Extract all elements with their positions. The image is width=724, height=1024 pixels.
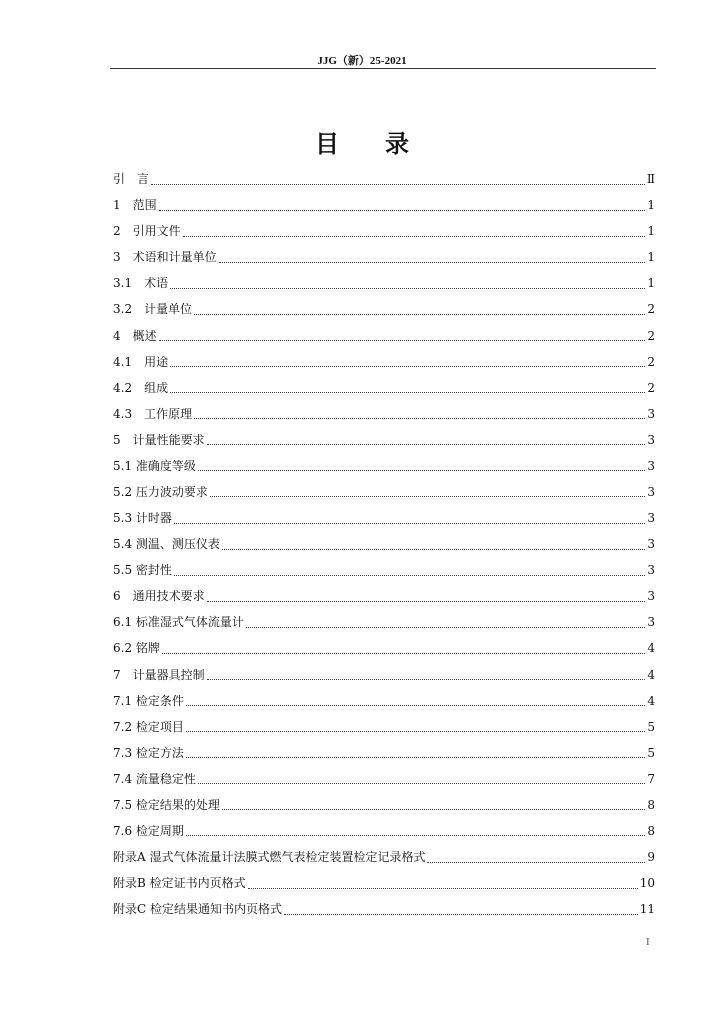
toc-entry-label: 4.2 组成	[113, 380, 169, 395]
toc-entry-page: 4	[647, 667, 655, 682]
toc-entry-page: 1	[647, 198, 655, 213]
toc-entry-page: 3	[647, 458, 655, 473]
toc-entry-label: 6 通用技术要求	[113, 589, 205, 604]
toc-entry[interactable]	[113, 714, 655, 740]
toc-entry-label: 引 言	[113, 172, 150, 187]
toc-entry-page: 10	[639, 876, 655, 891]
toc-entry-label: 7.4 流量稳定性	[113, 771, 196, 786]
toc-entry-label: 附录B 检定证书内页格式	[113, 876, 246, 891]
toc-entry-page: Ⅱ	[646, 172, 655, 187]
toc-entry-label: 5.1 准确度等级	[113, 458, 196, 473]
toc-entry[interactable]	[113, 192, 655, 218]
toc-entry-label: 4 概述	[113, 328, 157, 343]
toc-dot-leader	[198, 470, 645, 471]
toc-entry-page: 5	[647, 719, 655, 734]
toc-entry[interactable]	[113, 609, 655, 635]
toc-entry-label: 4.3 工作原理	[113, 406, 193, 421]
toc-entry-label: 4.1 用途	[113, 354, 169, 369]
toc-entry[interactable]	[113, 218, 655, 244]
toc-entry-label: 5 计量性能要求	[113, 432, 205, 447]
toc-entry[interactable]	[113, 583, 655, 609]
toc-dot-leader	[170, 366, 645, 367]
toc-dot-leader	[248, 888, 638, 889]
toc-entry[interactable]	[113, 375, 655, 401]
toc-dot-leader	[186, 705, 645, 706]
toc-dot-leader	[170, 392, 645, 393]
toc-entry[interactable]	[113, 453, 655, 479]
toc-entry[interactable]	[113, 740, 655, 766]
toc-entry-label: 5.3 计时器	[113, 511, 172, 526]
toc-entry-page: 2	[647, 302, 655, 317]
toc-entry[interactable]	[113, 427, 655, 453]
toc-entry-page: 3	[647, 406, 655, 421]
toc-dot-leader	[174, 523, 645, 524]
toc-dot-leader	[186, 757, 645, 758]
toc-entry-label: 2 引用文件	[113, 224, 181, 239]
table-of-contents	[113, 166, 655, 922]
document-header-code: JJG（新）25-2021	[317, 55, 407, 67]
toc-entry[interactable]	[113, 844, 655, 870]
toc-entry-label: 7.2 检定项目	[113, 719, 184, 734]
toc-dot-leader	[207, 444, 646, 445]
toc-dot-leader	[183, 236, 646, 237]
toc-entry[interactable]	[113, 792, 655, 818]
toc-entry[interactable]	[113, 349, 655, 375]
toc-entry-page: 3	[647, 589, 655, 604]
toc-entry-page: 1	[647, 250, 655, 265]
toc-dot-leader	[170, 288, 645, 289]
toc-entry[interactable]	[113, 557, 655, 583]
toc-entry[interactable]	[113, 870, 655, 896]
toc-entry-label: 5.5 密封性	[113, 563, 172, 578]
toc-dot-leader	[207, 601, 646, 602]
toc-entry-label: 附录A 湿式气体流量计法膜式燃气表检定装置检定记录格式	[113, 850, 426, 865]
toc-entry[interactable]	[113, 244, 655, 270]
toc-entry-page: 3	[647, 484, 655, 499]
toc-dot-leader	[162, 653, 645, 654]
toc-entry-label: 6.1 标准湿式气体流量计	[113, 615, 244, 630]
toc-entry[interactable]	[113, 322, 655, 348]
toc-dot-leader	[210, 496, 645, 497]
toc-entry-label: 1 范围	[113, 198, 157, 213]
toc-dot-leader	[222, 809, 645, 810]
toc-dot-leader	[186, 731, 645, 732]
toc-entry[interactable]	[113, 661, 655, 687]
toc-dot-leader	[194, 314, 645, 315]
toc-entry-page: 5	[647, 745, 655, 760]
toc-entry-page: 7	[647, 771, 655, 786]
toc-entry-label: 6.2 铭牌	[113, 641, 160, 656]
toc-entry-page: 3	[647, 537, 655, 552]
toc-entry-page: 2	[647, 354, 655, 369]
toc-entry-page: 4	[647, 693, 655, 708]
toc-entry[interactable]	[113, 531, 655, 557]
toc-dot-leader	[186, 835, 645, 836]
toc-entry-page: 1	[647, 224, 655, 239]
toc-entry[interactable]	[113, 896, 655, 922]
toc-entry-label: 3 术语和计量单位	[113, 250, 217, 265]
page-number: I	[646, 936, 650, 948]
toc-dot-leader	[246, 627, 645, 628]
toc-entry-label: 附录C 检定结果通知书内页格式	[113, 902, 282, 917]
toc-dot-leader	[159, 340, 646, 341]
toc-entry-page: 2	[647, 328, 655, 343]
toc-entry[interactable]	[113, 688, 655, 714]
toc-entry-page: 3	[647, 432, 655, 447]
toc-entry-label: 7 计量器具控制	[113, 667, 205, 682]
toc-dot-leader	[159, 210, 646, 211]
toc-dot-leader	[219, 262, 646, 263]
toc-entry-page: 3	[647, 615, 655, 630]
toc-entry-label: 7.3 检定方法	[113, 745, 184, 760]
toc-dot-leader	[284, 914, 638, 915]
toc-entry[interactable]	[113, 296, 655, 322]
toc-dot-leader	[174, 575, 645, 576]
toc-dot-leader	[427, 862, 645, 863]
toc-dot-leader	[198, 783, 645, 784]
toc-entry[interactable]	[113, 479, 655, 505]
toc-entry[interactable]	[113, 270, 655, 296]
page-title: 目录	[315, 130, 455, 158]
toc-dot-leader	[207, 679, 646, 680]
toc-dot-leader	[222, 549, 645, 550]
toc-dot-leader	[194, 418, 645, 419]
toc-entry[interactable]	[113, 166, 655, 192]
toc-entry-page: 2	[647, 380, 655, 395]
toc-entry-page: 9	[647, 850, 655, 865]
toc-entry-page: 3	[647, 511, 655, 526]
toc-entry-label: 5.4 测温、测压仪表	[113, 537, 220, 552]
toc-entry-page: 11	[639, 902, 655, 917]
toc-entry-label: 7.6 检定周期	[113, 823, 184, 838]
toc-entry-label: 7.5 检定结果的处理	[113, 797, 220, 812]
header-rule	[110, 68, 656, 69]
toc-entry-label: 5.2 压力波动要求	[113, 484, 208, 499]
toc-dot-leader	[151, 184, 645, 185]
toc-entry[interactable]	[113, 401, 655, 427]
toc-entry-page: 4	[647, 641, 655, 656]
toc-entry[interactable]	[113, 766, 655, 792]
toc-entry-page: 8	[647, 823, 655, 838]
toc-entry-page: 3	[647, 563, 655, 578]
toc-entry-label: 3.1 术语	[113, 276, 169, 291]
toc-entry-page: 1	[647, 276, 655, 291]
toc-entry-page: 8	[647, 797, 655, 812]
toc-entry-label: 3.2 计量单位	[113, 302, 193, 317]
toc-entry[interactable]	[113, 635, 655, 661]
toc-entry[interactable]	[113, 818, 655, 844]
toc-entry[interactable]	[113, 505, 655, 531]
toc-entry-label: 7.1 检定条件	[113, 693, 184, 708]
